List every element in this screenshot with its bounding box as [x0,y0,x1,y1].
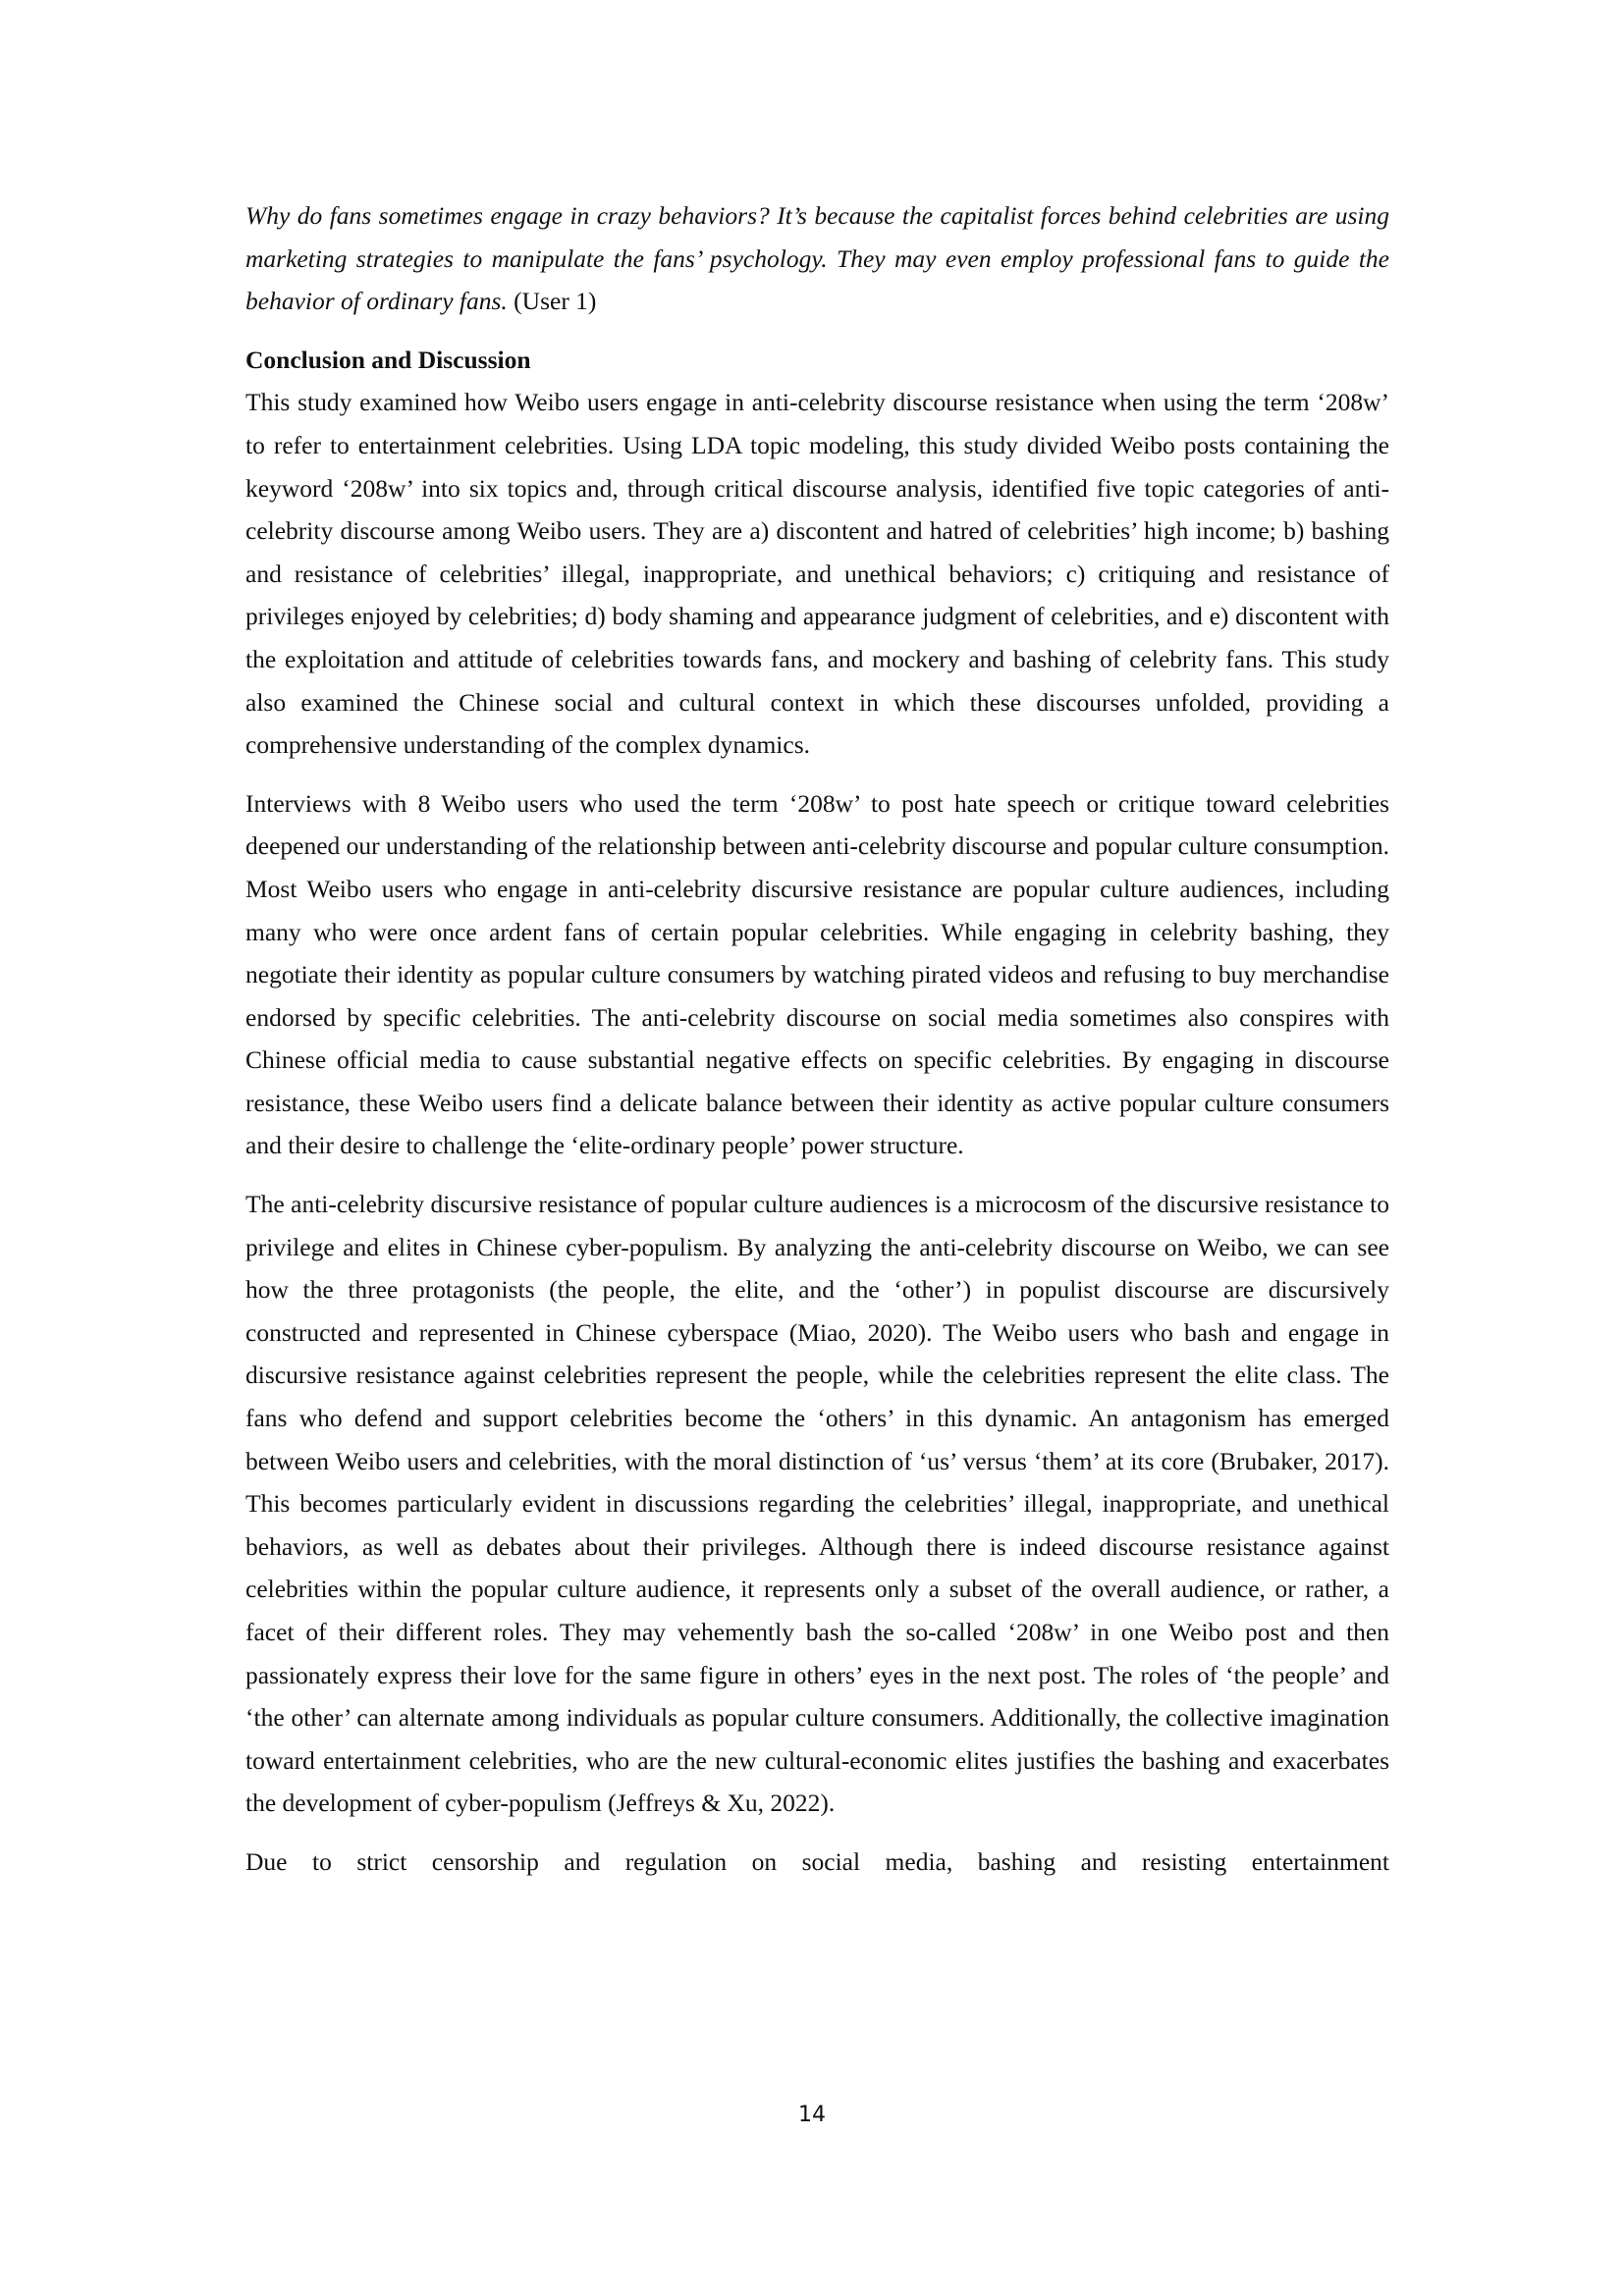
section-heading: Conclusion and Discussion [245,345,531,374]
paragraph-cyber-populism: The anti-celebrity discursive resistance of popular culture audiences is a microcosm of the discursive resistance to privilege and elites in Chinese cyber-populism. By analyzing the anti-celebrity discourse on Weibo, we can see how the three protagonists (the people, the elite, and the ‘other’) in populist discourse are discursively constructed and represented in Chinese cyberspace (Miao, 2020). The Weibo users who bash and engage in discursive resistance against celebrities represent the people, while the celebrities represent the elite class. The fans who defend and support celebrities become the ‘others’ in this dynamic. An antagonism has emerged between Weibo users and celebrities, with the moral distinction of ‘us’ versus ‘them’ at its core (Brubaker, 2017). This becomes particularly evident in discussions regarding the celebrities’ illegal, inappropriate, and unethical behaviors, as well as debates about their privileges. Although there is indeed discourse resistance against celebrities within the popular culture audience, it represents only a subset of the overall audience, or rather, a facet of their different roles. They may vehemently bash the so-called ‘208w’ in one Weibo post and then passionately express their love for the same figure in others’ eyes in the next post. The roles of ‘the people’ and ‘the other’ can alternate among individuals as popular culture consumers. Additionally, the collective imagination toward entertainment celebrities, who are the new cultural-economic elites justifies the bashing and exacerbates the development of cyber-populism (Jeffreys & Xu, 2022). [245,1190,1389,1818]
page-body [245,194,1389,1884]
interview-quote [245,194,1389,323]
page-number: 14 [798,2103,826,2127]
quote-text: Why do fans sometimes engage in crazy behaviors? It’s because the capitalist forces behind celebrities are using marketing strategies to manipulate the fans’ psychology. They may even employ professional fans to guide the behavior of ordinary fans. [245,201,1389,316]
paragraph-interviews: Interviews with 8 Weibo users who used the term ‘208w’ to post hate speech or critique toward celebrities deepened our understanding of the relationship between anti-celebrity discourse and popular culture consumption. Most Weibo users who engage in anti-celebrity discursive resistance are popular culture audiences, including many who were once ardent fans of certain popular celebrities. While engaging in celebrity bashing, they negotiate their identity as popular culture consumers by watching pirated videos and refusing to buy merchandise endorsed by specific celebrities. The anti-celebrity discourse on social media sometimes also conspires with Chinese official media to cause substantial negative effects on specific celebrities. By engaging in discourse resistance, these Weibo users find a delicate balance between their identity as active popular culture consumers and their desire to challenge the ‘elite-ordinary people’ power structure. [245,788,1389,1160]
quote-attribution: (User 1) [507,287,597,316]
paragraph-summary: This study examined how Weibo users engage in anti-celebrity discourse resistance when using the term ‘208w’ to refer to entertainment celebrities. Using LDA topic modeling, this study divided Weibo posts containing the keyword ‘208w’ into six topics and, through critical discourse analysis, identified five topic categories of anti-celebrity discourse among Weibo users. They are a) discontent and hatred of celebrities’ high income; b) bashing and resistance of celebrities’ illegal, inappropriate, and unethical behaviors; c) critiquing and resistance of privileges enjoyed by celebrities; d) body shaming and appearance judgment of celebrities, and e) discontent with the exploitation and attitude of celebrities towards fans, and mockery and bashing of celebrity fans. This study also examined the Chinese social and cultural context in which these discourses unfolded, providing a comprehensive understanding of the complex dynamics. [245,388,1389,760]
paragraph-censorship: Due to strict censorship and regulation on social media, bashing and resisting entertainment [245,1846,1389,1876]
